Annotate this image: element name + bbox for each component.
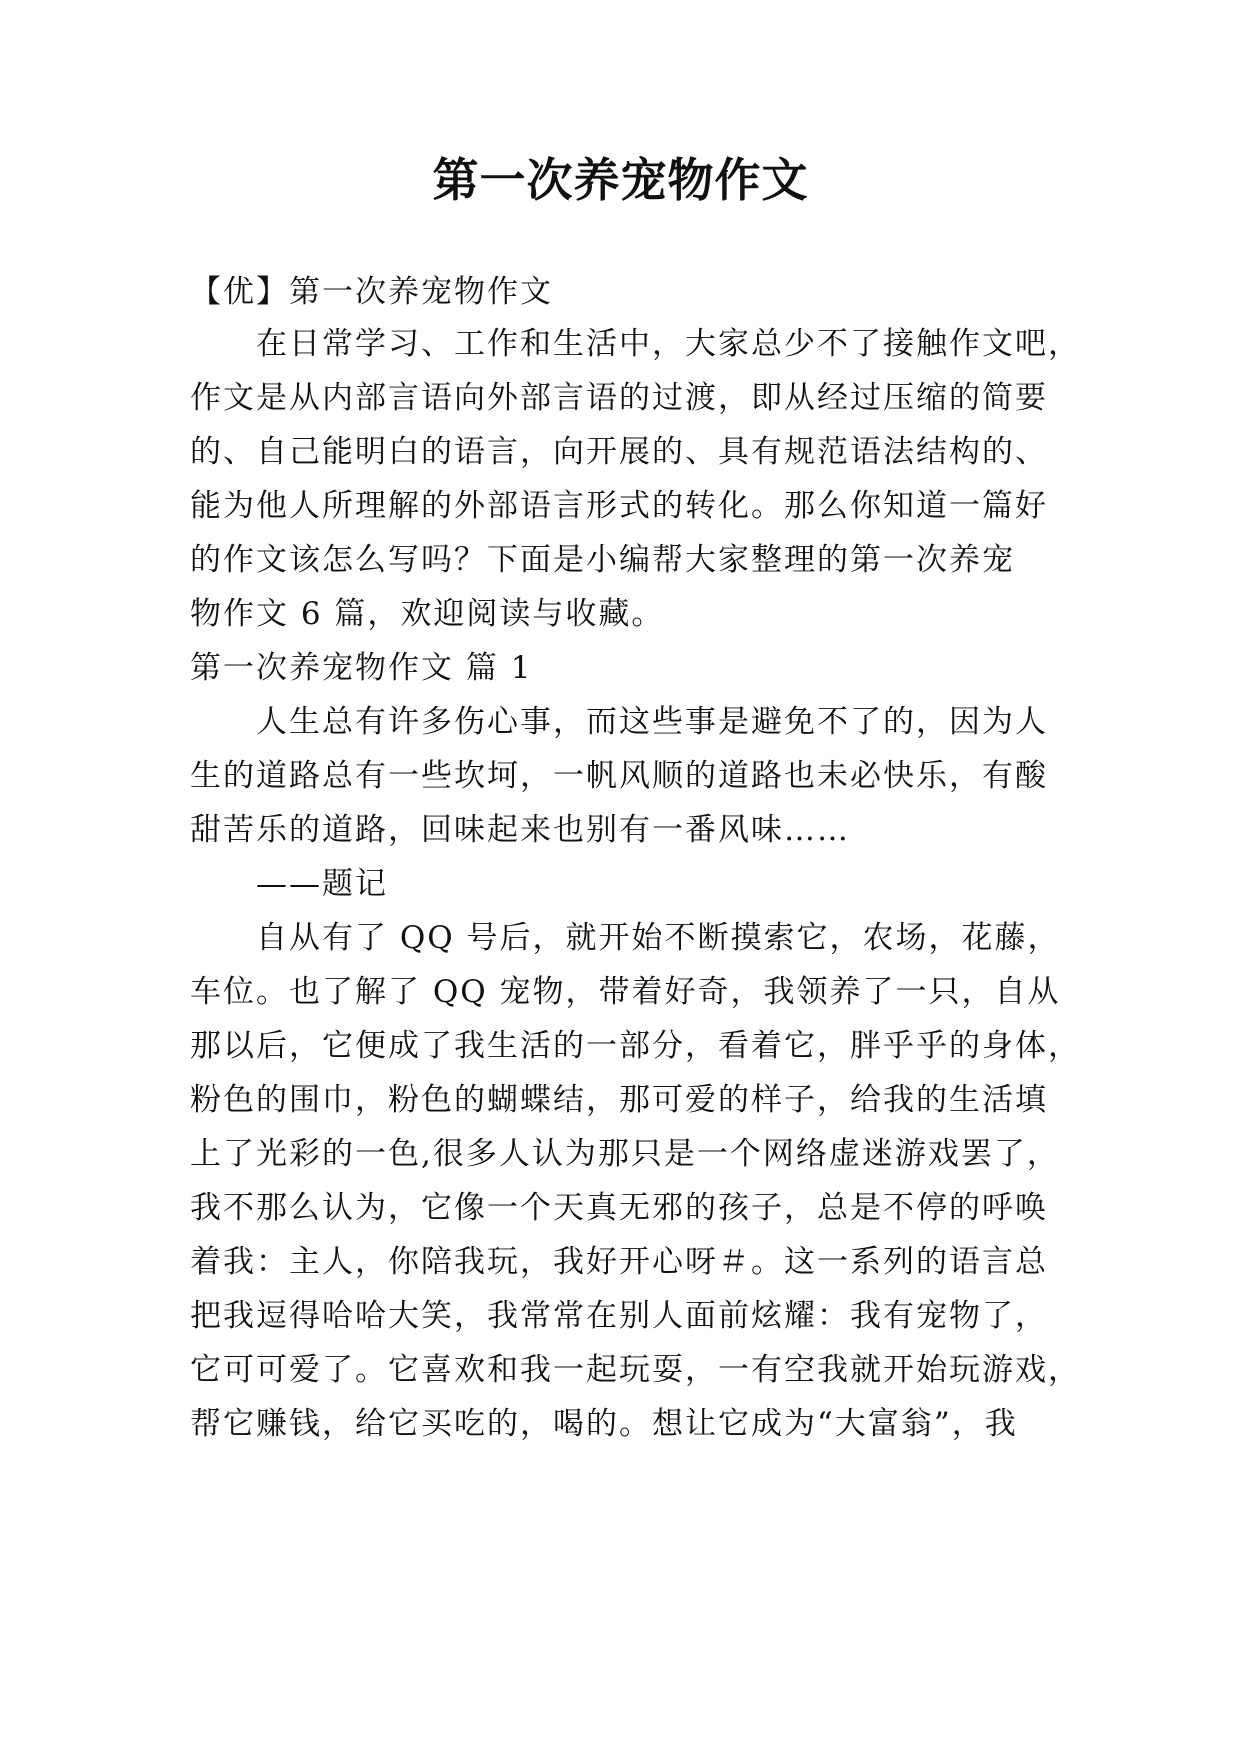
- essay-line-1: 人生总有许多伤心事，而这些事是避免不了的，因为人: [256, 704, 1048, 740]
- essay-line-2: 生的道路总有一些坎坷，一帆风顺的道路也未必快乐，有酸: [190, 758, 1048, 794]
- essay-line-6: 那以后，它便成了我生活的一部分，看着它，胖乎乎的身体，: [190, 1028, 1081, 1064]
- essay-line-12: 它可可爱了。它喜欢和我一起玩耍，一有空我就开始玩游戏，: [190, 1352, 1081, 1388]
- essay-line-9: 我不那么认为，它像一个天真无邪的孩子，总是不停的呼唤: [190, 1190, 1048, 1226]
- essay-line-8: 上了光彩的一色,很多人认为那只是一个网络虚迷游戏罢了，: [190, 1136, 1060, 1172]
- essay-line-4: 自从有了 QQ 号后，就开始不断摸索它，农场，花藤，: [256, 920, 1061, 956]
- intro-line-2: 作文是从内部言语向外部言语的过渡，即从经过压缩的简要: [190, 380, 1048, 416]
- heading-best-essay: 【优】第一次养宠物作文: [190, 274, 553, 310]
- essay-line-13: 帮它赚钱，给它买吃的，喝的。想让它成为“大富翁”，我: [190, 1406, 1018, 1442]
- intro-line-6: 物作文 6 篇，欢迎阅读与收藏。: [190, 596, 665, 632]
- essay-line-11: 把我逗得哈哈大笑，我常常在别人面前炫耀：我有宠物了，: [190, 1298, 1048, 1334]
- essay-line-10: 着我：主人，你陪我玩，我好开心呀＃。这一系列的语言总: [190, 1244, 1048, 1280]
- document-title: 第一次养宠物作文: [432, 153, 809, 207]
- inscription-line: ——题记: [256, 866, 388, 902]
- intro-line-4: 能为他人所理解的外部语言形式的转化。那么你知道一篇好: [190, 488, 1048, 524]
- essay-line-5: 车位。也了解了 QQ 宠物，带着好奇，我领养了一只，自从: [190, 974, 1061, 1010]
- essay-line-7: 粉色的围巾，粉色的蝴蝶结，那可爱的样子，给我的生活填: [190, 1082, 1048, 1118]
- intro-line-5: 的作文该怎么写吗？下面是小编帮大家整理的第一次养宠: [190, 542, 1015, 578]
- intro-line-3: 的、自己能明白的语言，向开展的、具有规范语法结构的、: [190, 434, 1048, 470]
- essay-line-3: 甜苦乐的道路，回味起来也别有一番风味……: [190, 812, 850, 848]
- section-heading-1: 第一次养宠物作文 篇 1: [190, 650, 533, 686]
- intro-line-1: 在日常学习、工作和生活中，大家总少不了接触作文吧，: [256, 326, 1081, 362]
